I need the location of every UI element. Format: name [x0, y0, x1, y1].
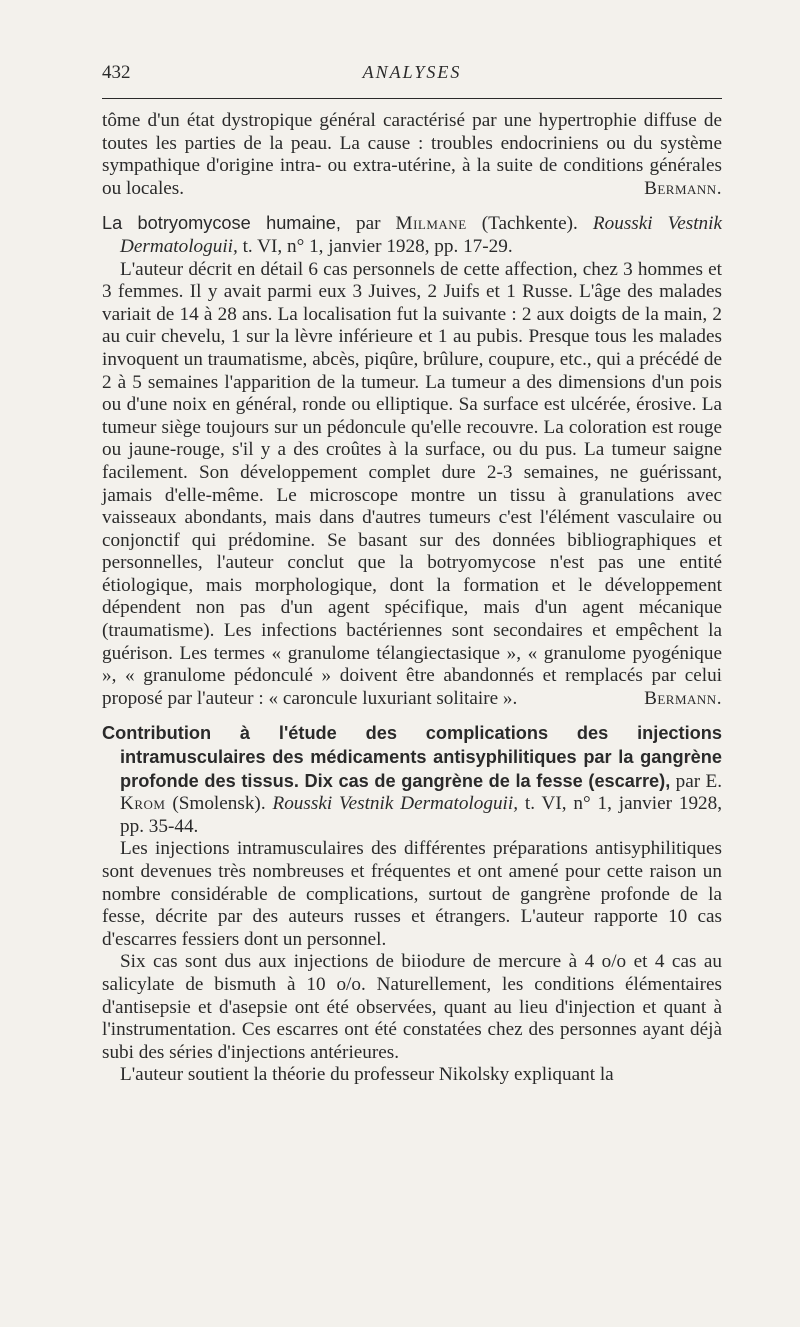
- article-journal: Rousski Vestnik Dermatologuii,: [120, 213, 723, 257]
- intro-signature: Bermann.: [644, 177, 722, 199]
- article-heading: [102, 212, 722, 258]
- article-author: Milmane: [395, 213, 467, 235]
- intro-text: tôme d'un état dystropique général caractérisé par une hypertrophie diffuse de toutes les parties de la peau. La cause : troubles endocriniens ou du système sympathique d'origine intra- ou extra-utérine, à la suite de conditions générales ou locales.: [102, 110, 722, 199]
- article-by: par E.: [675, 770, 723, 792]
- header-rule: [102, 98, 722, 99]
- article-by: par: [355, 213, 381, 235]
- article-gangrene: [102, 722, 722, 1087]
- article-heading: [102, 722, 722, 838]
- article-body-text: L'auteur décrit en détail 6 cas personnels de cette affection, chez 3 hommes et 3 femmes. Il y avait parmi eux 3 Juives, 2 Juifs et 1 Russe. L'âge des malades variait de 14 à 28 ans. La localisation fut la suivante : 2 aux doigts de la main, 2 au cuir chevelu, 1 sur la lèvre inférieure et 1 au pubis. Presque tous les malades invoquent un traumatisme, abcès, piqûre, brûlure, coupure, etc., qui a précédé de 2 à 5 semaines l'apparition de la tumeur. La tumeur a des dimensions d'un pois ou d'une noix en général, ronde ou elliptique. Sa surface est ulcérée, érosive. La tumeur siège toujours sur un pédoncule qu'elle recouvre. La coloration est rouge ou jaune-rouge, s'il y a des croûtes à la surface, ou du pus. La tumeur saigne facilement. Son développement complet dure 2-3 semaines, ne guérissant, jamais d'elle-même. Le microscope montre un tissu à granulations avec vaisseaux abondants, mais dans d'autres tumeurs c'est l'élément vasculaire ou conjonctif qui prédomine. Se basant sur des données bibliographiques et personnelles, l'auteur conclut que la botryomycose n'est pas une entité étiologique, mais morphologique, dont la formation et le développement dépendent non pas d'un agent spécifique, mais d'un agent mécanique (traumatisme). Les infections bactériennes sont secondaires et empêchent la guérison. Les termes « granulome télangiectasique », « granulome pyogénique », « granulome pédonculé » doivent être abandonnés et remplacés par celui proposé par l'auteur : « caroncule luxuriant solitaire ».: [102, 258, 722, 709]
- page-content: [102, 110, 722, 1087]
- article-author: Krom: [120, 793, 166, 815]
- article-paragraph: Six cas sont dus aux injections de biiodure de mercure à 4 o/o et 4 cas au salicylate de bismuth à 10 o/o. Naturellement, les conditions élémentaires d'antisepsie et d'asepsie ont été observées, quant au lieu d'injection et quant à l'instrumentation. Ces escarres ont été constatées chez des personnes ayant déjà subi des séries d'injections antérieures.: [102, 951, 722, 1063]
- article-location: (Smolensk).: [172, 793, 266, 815]
- intro-paragraph: [102, 110, 722, 200]
- article-body: [102, 259, 722, 711]
- article-botryomycose: [102, 212, 722, 710]
- article-title: Contribution à l'étude des complications des injections intramusculaires des médicaments antisyphilitiques par la gangrène profonde des tissus. Dix cas de gangrène de la fesse (escarre),: [102, 723, 722, 791]
- page-header: [102, 62, 722, 88]
- running-title: ANALYSES: [362, 62, 462, 82]
- article-paragraph: Les injections intramusculaires des différentes préparations antisyphilitiques sont devenues très nombreuses et fréquentes et ont amené pour cette raison un nombre considérable de complications, surtout de gangrène profonde de la fesse, décrite par des auteurs russes et étrangers. L'auteur rapporte 10 cas d'escarres fessiers dont un personnel.: [102, 838, 722, 950]
- page-number: 432: [102, 62, 131, 83]
- article-title: La botryomycose humaine,: [102, 213, 341, 234]
- article-paragraph: L'auteur soutient la théorie du professeur Nikolsky expliquant la: [120, 1064, 614, 1086]
- article-citation: t. VI, n° 1, janvier 1928, pp. 35-44.: [120, 793, 723, 837]
- article-citation: t. VI, n° 1, janvier 1928, pp. 17-29.: [242, 235, 513, 257]
- article-location: (Tachkente).: [481, 213, 578, 235]
- article-journal: Rousski Vestnik Dermatologuii,: [272, 793, 519, 815]
- article-signature: Bermann.: [644, 687, 722, 709]
